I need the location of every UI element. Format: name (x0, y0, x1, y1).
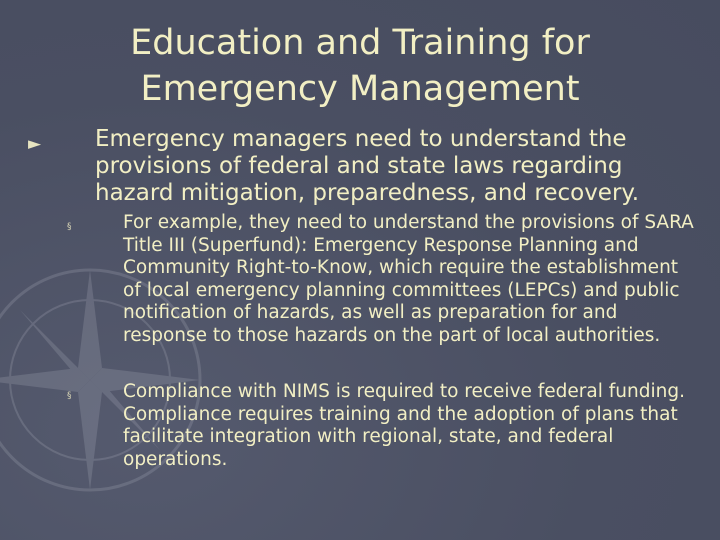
sub-point-2: Compliance with NIMS is required to receive federal funding. Compliance requires training and the adoption of plans that facilitate integration with regional, state, and federal operations. (123, 381, 685, 470)
title-line-1: Education and Training for (130, 23, 590, 63)
main-point: Emergency managers need to understand the provisions of federal and state laws regarding hazard mitigation, preparedness, and recovery. (95, 126, 640, 206)
section-bullet-icon: § (67, 391, 72, 401)
slide-title (60, 20, 660, 112)
arrow-bullet-icon: ► (28, 134, 42, 154)
sub-point-1: For example, they need to understand the provisions of SARA Title III (Superfund): Emergency Response Planning and Community Right-to-Know, which require the establishment of local emergency planning committees (LEPCs) and public notification of hazards, as well as preparation for and response to those hazards on the part of local authorities. (123, 212, 694, 346)
section-bullet-icon: § (67, 222, 72, 232)
title-line-2: Emergency Management (140, 69, 580, 109)
